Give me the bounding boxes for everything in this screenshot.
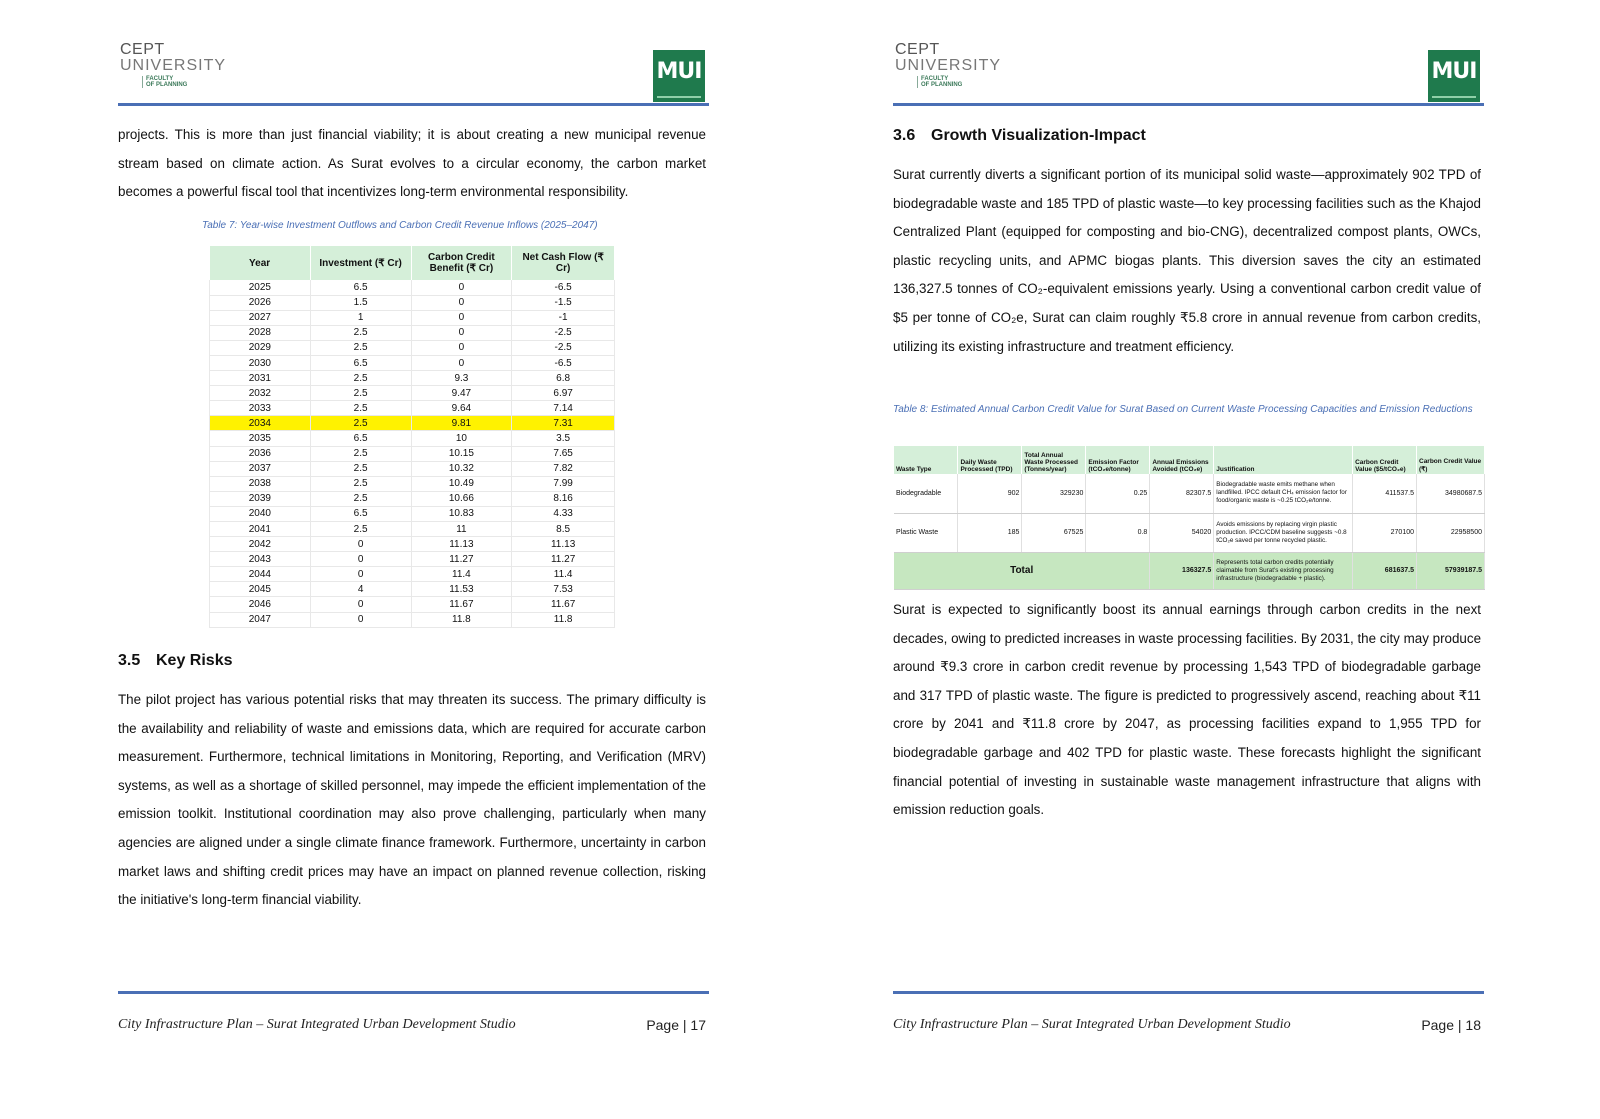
table7-cell: 2033 xyxy=(210,401,311,416)
intro-paragraph: projects. This is more than just financial viability; it is about creating a new municipal revenue stream based on climate action. As Surat evolves to a circular economy, the carbon market becomes a powerful fiscal tool that incentivizes long-term environmental responsibility. xyxy=(118,127,706,200)
table7-row xyxy=(210,476,615,491)
section-number: 3.6 xyxy=(893,127,916,144)
table8-caption: Table 8: Estimated Annual Carbon Credit Value for Surat Based on Current Waste Processing Capacities and Emission Reductions xyxy=(893,404,1473,415)
table7-cell: 4.33 xyxy=(512,506,615,521)
table7-cell: 9.3 xyxy=(411,371,512,386)
table8-cell: 34980687.5 xyxy=(1417,474,1485,513)
table7-cell: 10.83 xyxy=(411,506,512,521)
table7-cell: 2035 xyxy=(210,431,311,446)
table7-cell: 7.99 xyxy=(512,476,615,491)
table8-header-avoided: Annual Emissions Avoided (tCO₂e) xyxy=(1150,446,1214,474)
table7-row xyxy=(210,280,615,295)
table7-cell: 7.53 xyxy=(512,582,615,597)
table7-cell: -2.5 xyxy=(512,325,615,340)
table7-cell: 3.5 xyxy=(512,431,615,446)
table7-cell: 2.5 xyxy=(310,340,411,355)
table8-cell: 270100 xyxy=(1353,513,1417,552)
table8-cell: 185 xyxy=(958,513,1022,552)
cept-university-logo xyxy=(895,42,1005,94)
table7-row xyxy=(210,431,615,446)
table7-cell: 2034 xyxy=(210,416,311,431)
table7-row xyxy=(210,491,615,506)
table7-cell: 2047 xyxy=(210,612,311,627)
table7-cell: 2.5 xyxy=(310,491,411,506)
table8-cell: Avoids emissions by replacing virgin plastic production. IPCC/CDM baseline suggests ~0.8 tCO₂e saved per tonne recycled plastic. xyxy=(1214,513,1353,552)
table7-cell: 2026 xyxy=(210,295,311,310)
table8-total-row xyxy=(894,552,1485,589)
table7-cell: 2041 xyxy=(210,522,311,537)
mui-logo-bar xyxy=(657,96,701,98)
table8-header-credit-usd: Carbon Credit Value ($5/tCO₂e) xyxy=(1353,446,1417,474)
table7-row xyxy=(210,386,615,401)
table8-total-credit-usd: 681637.5 xyxy=(1353,552,1417,589)
section-title: Growth Visualization-Impact xyxy=(931,127,1146,144)
table8-header-annual: Total Annual Waste Processed (Tonnes/year) xyxy=(1022,446,1086,474)
table7-cell: 1 xyxy=(310,310,411,325)
table7-cell: 2031 xyxy=(210,371,311,386)
table7-cell: 2.5 xyxy=(310,401,411,416)
table7-row xyxy=(210,401,615,416)
table7-cell: 11.13 xyxy=(411,537,512,552)
table7-cell: 10.15 xyxy=(411,446,512,461)
table7-cell: 11.4 xyxy=(512,567,615,582)
table8-cell: 902 xyxy=(958,474,1022,513)
table7-body xyxy=(210,280,615,627)
table8-header-factor: Emission Factor (tCO₂e/tonne) xyxy=(1086,446,1150,474)
table8-cell: 0.25 xyxy=(1086,474,1150,513)
cept-logo-line2: UNIVERSITY xyxy=(895,57,1002,74)
table7-cell: -2.5 xyxy=(512,340,615,355)
diversion-paragraph: Surat currently diverts a significant portion of its municipal solid waste—approximately 902 TPD of biodegradable waste and 185 TPD of plastic waste—to key processing facilities such as the Khajod Centralized Plant (equipped for composting and bio-CNG), decentralized compost plants, OWCs, plastic recycling units, and APMC biogas plants. This diversion saves the city an estimated 136,327.5 tonnes of CO₂-equivalent emissions yearly. Using a conventional carbon credit value of $5 per tonne of CO₂e, Surat can claim roughly ₹5.8 crore in annual revenue from carbon credits, utilizing its existing infrastructure and treatment efficiency. xyxy=(893,167,1481,354)
table7-cell: 0 xyxy=(411,280,512,295)
table7-investment-cashflow xyxy=(209,246,615,628)
table7-cell: 10.32 xyxy=(411,461,512,476)
risks-paragraph: The pilot project has various potential risks that may threaten its success. The primary difficulty is the availability and reliability of waste and emissions data, which are required for accurate carbon measurement. Furthermore, technical limitations in Monitoring, Reporting, and Verification (MRV) systems, as well as a shortage of skilled personnel, may impede the efficient implementation of the emission toolkit. Institutional coordination may also prove challenging, particularly when many agencies are aligned under a single climate finance framework. Furthermore, uncertainty in carbon market laws and shifting credit prices may have an impact on planned revenue collection, risking the initiative's long-term financial viability. xyxy=(118,692,706,908)
table8-cell: 67525 xyxy=(1022,513,1086,552)
table7-cell: 2036 xyxy=(210,446,311,461)
cept-logo-line1: CEPT xyxy=(895,41,940,58)
table7-cell: 8.16 xyxy=(512,491,615,506)
table7-header-netcash: Net Cash Flow (₹ Cr) xyxy=(512,246,615,280)
table7-cell: 2.5 xyxy=(310,446,411,461)
table7-cell: 2027 xyxy=(210,310,311,325)
page-number: Page | 18 xyxy=(1421,1017,1481,1033)
table7-cell: 0 xyxy=(411,295,512,310)
table7-cell: 2.5 xyxy=(310,476,411,491)
table7-row xyxy=(210,552,615,567)
table7-cell: 11.8 xyxy=(512,612,615,627)
mui-logo-text: MUI xyxy=(1431,59,1477,84)
table7-cell: -1.5 xyxy=(512,295,615,310)
table7-header-investment: Investment (₹ Cr) xyxy=(310,246,411,280)
table7-cell: 9.64 xyxy=(411,401,512,416)
table7-cell: 2037 xyxy=(210,461,311,476)
table8-cell: 329230 xyxy=(1022,474,1086,513)
page-number: Page | 17 xyxy=(646,1017,706,1033)
table8-total-credit-inr: 57939187.5 xyxy=(1417,552,1485,589)
table8-row xyxy=(894,513,1485,552)
section-number: 3.5 xyxy=(118,652,141,669)
table8-body xyxy=(894,474,1485,552)
table7-cell: 2045 xyxy=(210,582,311,597)
table7-cell: 11.4 xyxy=(411,567,512,582)
table7-cell: 2030 xyxy=(210,355,311,370)
cept-logo-line2: UNIVERSITY xyxy=(120,57,227,74)
table7-cell: 2042 xyxy=(210,537,311,552)
cept-faculty-line2: OF PLANNING xyxy=(146,82,188,88)
table7-cell: 4 xyxy=(310,582,411,597)
mui-logo-bar xyxy=(1432,96,1476,98)
footer-title: City Infrastructure Plan – Surat Integrated Urban Development Studio xyxy=(893,1017,1291,1032)
table8-cell: 54020 xyxy=(1150,513,1214,552)
table8-header-daily: Daily Waste Processed (TPD) xyxy=(958,446,1022,474)
table8-cell: Biodegradable xyxy=(894,474,958,513)
table7-cell: 6.8 xyxy=(512,371,615,386)
footer-rule xyxy=(118,991,709,994)
table7-cell: 6.97 xyxy=(512,386,615,401)
footer-rule xyxy=(893,991,1484,994)
table7-row xyxy=(210,371,615,386)
table7-row xyxy=(210,597,615,612)
table7-cell: 0 xyxy=(310,597,411,612)
table7-cell: 7.31 xyxy=(512,416,615,431)
table7-cell: 10.49 xyxy=(411,476,512,491)
table7-cell: 0 xyxy=(411,355,512,370)
table7-cell: 6.5 xyxy=(310,355,411,370)
cept-logo-line1: CEPT xyxy=(120,41,165,58)
table7-cell: 2025 xyxy=(210,280,311,295)
table7-cell: 9.81 xyxy=(411,416,512,431)
mui-logo xyxy=(653,50,705,102)
table7-row xyxy=(210,522,615,537)
table7-cell: 2.5 xyxy=(310,386,411,401)
table8-header-row xyxy=(894,446,1485,474)
table7-cell: 10.66 xyxy=(411,491,512,506)
table7-cell: -6.5 xyxy=(512,355,615,370)
footer-title: City Infrastructure Plan – Surat Integrated Urban Development Studio xyxy=(118,1017,516,1032)
table7-cell: 11.53 xyxy=(411,582,512,597)
table7-header-row xyxy=(210,246,615,280)
table7-header-benefit: Carbon Credit Benefit (₹ Cr) xyxy=(411,246,512,280)
table7-cell: 11 xyxy=(411,522,512,537)
table8-row xyxy=(894,474,1485,513)
cept-faculty-label xyxy=(917,76,1005,88)
table7-cell: 11.13 xyxy=(512,537,615,552)
table7-cell: 8.5 xyxy=(512,522,615,537)
table7-row xyxy=(210,295,615,310)
table7-cell: 0 xyxy=(310,567,411,582)
table8-header-waste-type: Waste Type xyxy=(894,446,958,474)
table7-row xyxy=(210,355,615,370)
section-3-6-heading xyxy=(893,127,1146,145)
table7-cell: 0 xyxy=(411,310,512,325)
table7-cell: 2029 xyxy=(210,340,311,355)
table8-total-justification: Represents total carbon credits potentially claimable from Surat's existing processing infrastructure (biodegradable + plastic). xyxy=(1214,552,1353,589)
cept-faculty-line2: OF PLANNING xyxy=(921,82,963,88)
table7-cell: 11.8 xyxy=(411,612,512,627)
table7-cell: 2.5 xyxy=(310,416,411,431)
table7-cell: 11.27 xyxy=(512,552,615,567)
table7-cell: 11.67 xyxy=(411,597,512,612)
table8-header-justification: Justification xyxy=(1214,446,1353,474)
table7-cell: -1 xyxy=(512,310,615,325)
table8-header-credit-inr: Carbon Credit Value (₹) xyxy=(1417,446,1485,474)
table7-cell: 11.67 xyxy=(512,597,615,612)
section-3-5-heading xyxy=(118,652,233,670)
table8-cell: Biodegradable waste emits methane when landfilled. IPCC default CH₄ emission factor for food/organic waste is ~0.25 tCO₂e/tonne. xyxy=(1214,474,1353,513)
table7-cell: 2039 xyxy=(210,491,311,506)
table7-cell: 7.65 xyxy=(512,446,615,461)
table7-cell: 2044 xyxy=(210,567,311,582)
header-rule xyxy=(893,103,1484,106)
table7-header-year: Year xyxy=(210,246,311,280)
table7-cell: 2038 xyxy=(210,476,311,491)
table7-cell: 2.5 xyxy=(310,522,411,537)
table7-cell: 2.5 xyxy=(310,371,411,386)
table8-total-emissions: 136327.5 xyxy=(1150,552,1214,589)
table8-cell: 411537.5 xyxy=(1353,474,1417,513)
table8-cell: Plastic Waste xyxy=(894,513,958,552)
table7-row xyxy=(210,582,615,597)
table7-cell: 2028 xyxy=(210,325,311,340)
forecast-paragraph: Surat is expected to significantly boost its annual earnings through carbon credits in the next decades, owing to predicted increases in waste processing facilities. By 2031, the city may produce around ₹9.3 crore in carbon credit revenue by processing 1,543 TPD of biodegradable garbage and 317 TPD of plastic waste. The figure is predicted to progressively ascend, reaching about ₹11 crore by 2041 and ₹11.8 crore by 2047, as processing facilities expand to 1,955 TPD for biodegradable garbage and 402 TPD for plastic waste. These forecasts highlight the significant financial potential of investing in sustainable waste management infrastructure that aligns with emission reduction goals. xyxy=(893,602,1482,818)
table7-cell: 9.47 xyxy=(411,386,512,401)
table8-cell: 82307.5 xyxy=(1150,474,1214,513)
table7-cell: 2046 xyxy=(210,597,311,612)
table7-cell: 6.5 xyxy=(310,431,411,446)
table8-cell: 22958500 xyxy=(1417,513,1485,552)
table7-row xyxy=(210,461,615,476)
table7-cell: 6.5 xyxy=(310,506,411,521)
table7-row xyxy=(210,325,615,340)
table7-cell: 7.14 xyxy=(512,401,615,416)
table8-total-label: Total xyxy=(894,552,1150,589)
table7-cell: 2040 xyxy=(210,506,311,521)
table7-row xyxy=(210,446,615,461)
table7-cell: 0 xyxy=(310,552,411,567)
table7-row xyxy=(210,612,615,627)
table8-carbon-credit-value xyxy=(894,446,1485,590)
table7-row xyxy=(210,567,615,582)
header-rule xyxy=(118,103,709,106)
table7-cell: 2043 xyxy=(210,552,311,567)
table7-cell: 0 xyxy=(411,325,512,340)
cept-faculty-line1: FACULTY xyxy=(146,76,174,82)
table7-row xyxy=(210,310,615,325)
section-title: Key Risks xyxy=(156,652,233,669)
cept-faculty-line1: FACULTY xyxy=(921,76,949,82)
table7-cell: 0 xyxy=(310,612,411,627)
table7-cell: 2.5 xyxy=(310,461,411,476)
table7-cell: 6.5 xyxy=(310,280,411,295)
table7-row xyxy=(210,506,615,521)
table7-row xyxy=(210,340,615,355)
table7-row xyxy=(210,416,615,431)
mui-logo-text: MUI xyxy=(656,59,702,84)
mui-logo xyxy=(1428,50,1480,102)
table7-cell: 1.5 xyxy=(310,295,411,310)
cept-faculty-label xyxy=(142,76,230,88)
table7-cell: -6.5 xyxy=(512,280,615,295)
table8-cell: 0.8 xyxy=(1086,513,1150,552)
table7-caption: Table 7: Year-wise Investment Outflows and Carbon Credit Revenue Inflows (2025–2047) xyxy=(202,220,598,231)
table7-cell: 11.27 xyxy=(411,552,512,567)
table7-cell: 0 xyxy=(310,537,411,552)
table7-cell: 10 xyxy=(411,431,512,446)
table7-cell: 2032 xyxy=(210,386,311,401)
table7-cell: 7.82 xyxy=(512,461,615,476)
table7-row xyxy=(210,537,615,552)
cept-university-logo xyxy=(120,42,230,94)
table7-cell: 2.5 xyxy=(310,325,411,340)
table7-cell: 0 xyxy=(411,340,512,355)
